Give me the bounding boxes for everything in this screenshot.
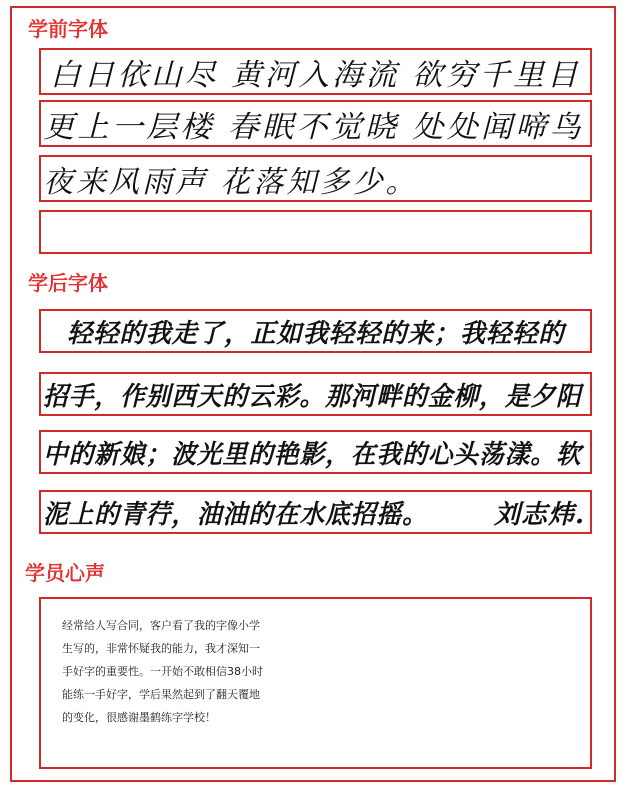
after-line-text: 中的新娘；波光里的艳影，在我的心头荡漾。软 xyxy=(43,439,582,470)
before-section-title: 学前字体 xyxy=(28,17,108,41)
testimonial-box xyxy=(39,597,592,769)
after-line-text: 招手，作别西天的云彩。那河畔的金柳，是夕阳 xyxy=(43,381,582,412)
after-line-3 xyxy=(39,430,592,474)
before-line-3 xyxy=(39,155,592,202)
before-line-text: 更上一层楼 春眠不觉晓 处处闻啼鸟 xyxy=(43,109,584,145)
after-line-4 xyxy=(39,490,592,534)
after-line-1 xyxy=(39,309,592,353)
testimonial-line: 经常给人写合同，客户看了我的字像小学 xyxy=(62,619,260,632)
before-line-text: 白日依山尽 黄河入海流 欲穷千里目 xyxy=(50,57,581,93)
before-line-4 xyxy=(39,210,592,254)
student-signature: 刘志炜. xyxy=(494,499,586,530)
before-line-1 xyxy=(39,48,592,95)
after-section-title: 学后字体 xyxy=(28,271,108,295)
testimonial-line: 能练一手好字，学后果然起到了翻天覆地 xyxy=(62,688,260,701)
after-line-text: 轻轻的我走了，正如我轻轻的来；我轻轻的 xyxy=(67,318,565,349)
before-line-text: 夜来风雨声 花落知多少。 xyxy=(43,164,419,200)
before-line-2 xyxy=(39,100,592,147)
testimonial-line: 的变化，很感谢墨鹤练字学校！ xyxy=(62,711,216,724)
testimonial-line: 生写的，非常怀疑我的能力，我才深知一 xyxy=(62,642,260,655)
after-line-2 xyxy=(39,372,592,416)
after-line-text: 泥上的青荇，油油的在水底招摇。 xyxy=(43,499,428,530)
testimonial-section-title: 学员心声 xyxy=(25,561,105,585)
testimonial-line: 手好字的重要性。一开始不敢相信38小时 xyxy=(62,665,263,678)
